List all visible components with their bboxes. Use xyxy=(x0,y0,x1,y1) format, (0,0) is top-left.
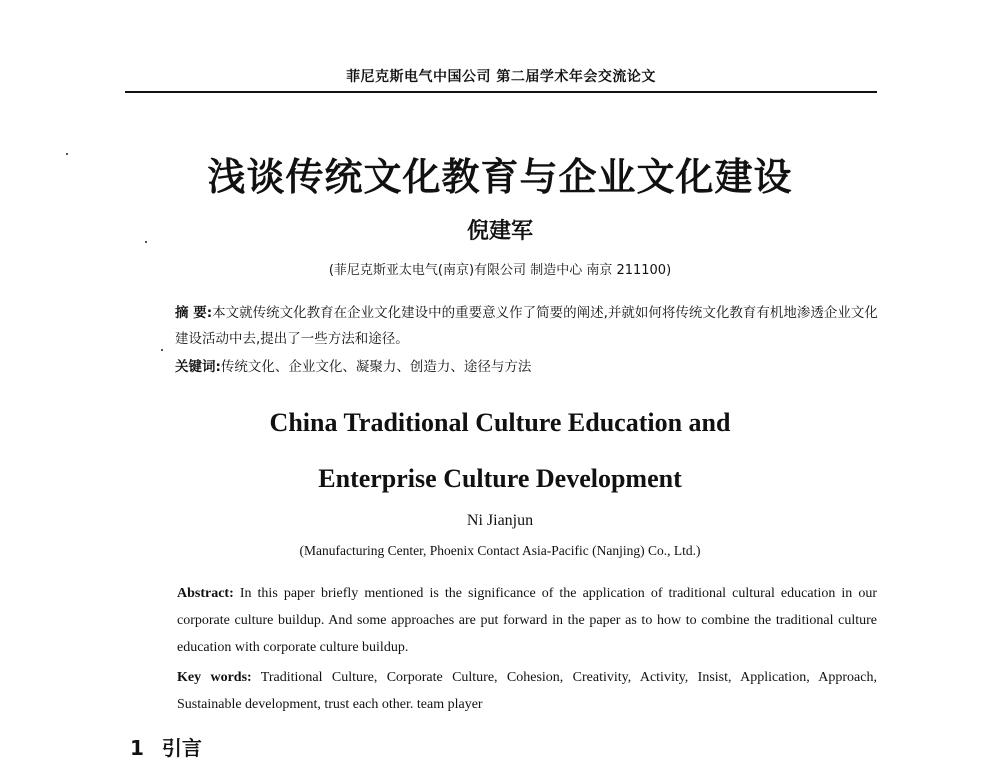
paper-title-en-line2: Enterprise Culture Development xyxy=(318,464,682,493)
abstract-en-text: In this paper briefly mentioned is the significance of the application of traditional cultural education in our corporate culture buildup. And some approaches are put forward in the paper as to how to combine the traditional culture education with corporate culture buildup. xyxy=(177,586,878,655)
abstract-cn-text: 本文就传统文化教育在企业文化建设中的重要意义作了简要的阐述,并就如何将传统文化教育有机地渗透企业文化建设活动中去,提出了一些方法和途径。 xyxy=(175,305,878,347)
section-title: 引言 xyxy=(161,736,202,760)
keywords-cn xyxy=(175,356,885,378)
running-header: 菲尼克斯电气中国公司 第二届学术年会交流论文 xyxy=(346,69,656,85)
keywords-cn-text: 传统文化、企业文化、凝聚力、创造力、途径与方法 xyxy=(220,359,532,375)
affiliation-cn: (菲尼克斯亚太电气(南京)有限公司 制造中心 南京 211100) xyxy=(328,263,672,278)
affiliation-en: (Manufacturing Center, Phoenix Contact Asia-Pacific (Nanjing) Co., Ltd.) xyxy=(299,543,701,558)
abstract-en-label: Abstract: xyxy=(177,586,234,601)
section-number: 1 xyxy=(130,736,144,760)
abstract-cn-label: 摘 要: xyxy=(175,305,213,321)
keywords-cn-label: 关键词: xyxy=(175,359,221,375)
scan-speck xyxy=(145,241,147,243)
keywords-en xyxy=(177,664,877,718)
scan-speck xyxy=(161,349,163,351)
paper-title-cn: 浅谈传统文化教育与企业文化建设 xyxy=(207,155,793,199)
abstract-en xyxy=(177,580,877,661)
keywords-en-text: Traditional Culture, Corporate Culture, Cohesion, Creativity, Activity, Insist, Application, Approach, Sustainable development, trust each other. team player xyxy=(177,670,877,712)
author-name-en: Ni Jianjun xyxy=(466,512,534,529)
scan-speck xyxy=(66,153,68,155)
paper-title-en-line1: China Traditional Culture Education and xyxy=(269,408,731,437)
abstract-cn xyxy=(175,300,885,352)
header-rule xyxy=(125,91,877,93)
keywords-en-label: Key words: xyxy=(177,670,252,685)
section-heading xyxy=(130,732,202,761)
author-name-cn: 倪建军 xyxy=(466,218,533,244)
